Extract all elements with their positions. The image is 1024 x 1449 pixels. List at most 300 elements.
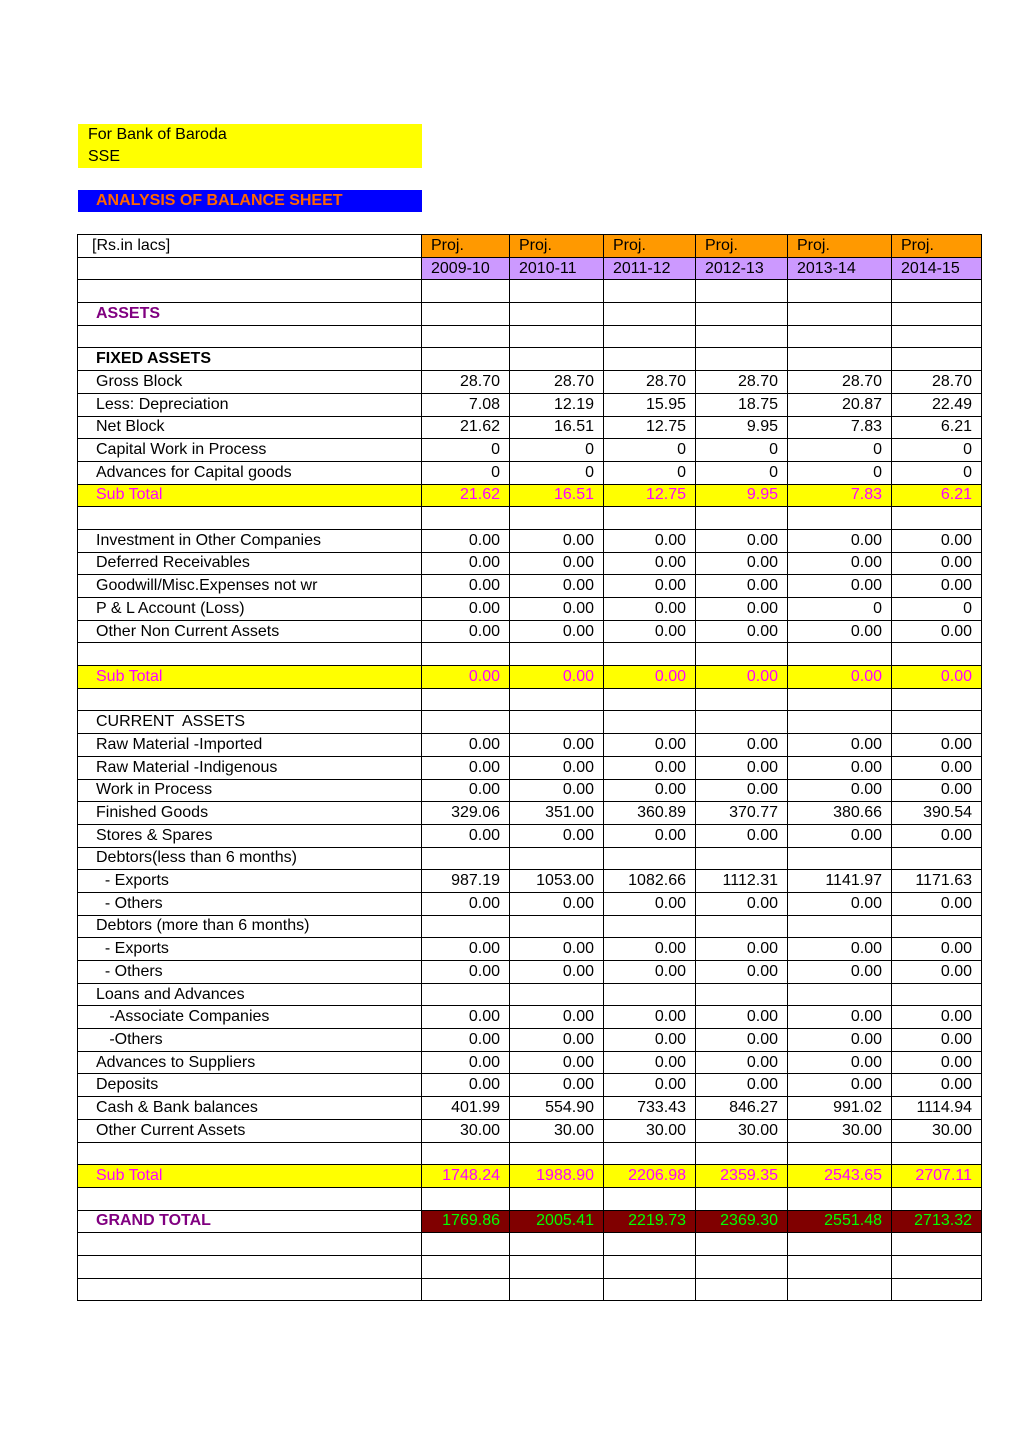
value-cell: 28.70 [892,371,982,394]
row-label: Stores & Spares [78,824,422,847]
value-cell: 16.51 [510,416,604,439]
empty-cell [788,915,892,938]
unit-label: [Rs.in lacs] [78,235,422,258]
empty-cell [510,643,604,666]
value-cell: 0.00 [696,552,788,575]
row-label: - Exports [78,938,422,961]
empty-cell [696,688,788,711]
empty-cell [696,1187,788,1210]
empty-cell [510,1255,604,1278]
row-label: Net Block [78,416,422,439]
value-cell: 21.62 [422,416,510,439]
year-label: 2009-10 [422,257,510,280]
row-label: - Others [78,961,422,984]
value-cell: 0 [510,439,604,462]
table-row [78,393,982,416]
value-cell: 0.00 [422,756,510,779]
empty-cell [510,847,604,870]
empty-cell [892,711,982,734]
year-label: 2013-14 [788,257,892,280]
value-cell: 0.00 [422,734,510,757]
value-cell: 28.70 [422,371,510,394]
value-cell: 1053.00 [510,870,604,893]
value-cell: 2369.30 [696,1210,788,1233]
empty-cell [78,507,422,530]
empty-cell [604,688,696,711]
value-cell: 0.00 [422,892,510,915]
value-cell: 0.00 [696,1029,788,1052]
empty-cell [892,325,982,348]
value-cell: 0.00 [696,892,788,915]
empty-cell [78,643,422,666]
empty-cell [788,1233,892,1256]
empty-cell [78,325,422,348]
value-cell: 0.00 [696,938,788,961]
empty-cell [422,711,510,734]
row-label: Loans and Advances [78,983,422,1006]
empty-cell [604,915,696,938]
value-cell: 0.00 [788,892,892,915]
blank-row [78,1187,982,1210]
value-cell: 0.00 [422,779,510,802]
section-row [78,983,982,1006]
value-cell: 0.00 [696,756,788,779]
value-cell: 15.95 [604,393,696,416]
empty-cell [788,643,892,666]
empty-cell [422,1278,510,1301]
value-cell: 30.00 [788,1119,892,1142]
value-cell: 2713.32 [892,1210,982,1233]
value-cell: 0.00 [422,552,510,575]
value-cell: 0 [788,461,892,484]
proj-label: Proj. [422,235,510,258]
empty-cell [510,1142,604,1165]
value-cell: 733.43 [604,1097,696,1120]
value-cell: 0.00 [422,598,510,621]
row-label: Less: Depreciation [78,393,422,416]
value-cell: 351.00 [510,802,604,825]
value-cell: 7.83 [788,484,892,507]
value-cell: 0.00 [788,756,892,779]
value-cell: 0.00 [510,666,604,689]
value-cell: 0.00 [510,1029,604,1052]
empty-cell [78,688,422,711]
empty-cell [604,1278,696,1301]
empty-cell [892,983,982,1006]
value-cell: 0.00 [510,575,604,598]
row-label: CURRENT ASSETS [78,711,422,734]
value-cell: 0.00 [510,756,604,779]
proj-label: Proj. [510,235,604,258]
empty-cell [510,983,604,1006]
value-cell: 0.00 [892,666,982,689]
bank-name: For Bank of Baroda [88,126,227,143]
row-label: Gross Block [78,371,422,394]
value-cell: 12.75 [604,416,696,439]
empty-cell [510,280,604,303]
row-label: Deposits [78,1074,422,1097]
blank-row [78,280,982,303]
row-label: Advances to Suppliers [78,1051,422,1074]
value-cell: 390.54 [892,802,982,825]
empty-cell [788,1187,892,1210]
table-row [78,756,982,779]
row-label: -Associate Companies [78,1006,422,1029]
row-label: Other Non Current Assets [78,620,422,643]
empty-cell [422,348,510,371]
value-cell: 0.00 [510,892,604,915]
table-row [78,734,982,757]
blank-row [78,688,982,711]
table-row [78,1119,982,1142]
value-cell: 0.00 [892,552,982,575]
empty-cell [696,983,788,1006]
value-cell: 0.00 [604,1029,696,1052]
value-cell: 0.00 [696,666,788,689]
value-cell: 987.19 [422,870,510,893]
value-cell: 0.00 [604,666,696,689]
value-cell: 1114.94 [892,1097,982,1120]
value-cell: 0.00 [604,529,696,552]
section-row [78,303,982,326]
row-label: Sub Total [78,666,422,689]
value-cell: 0 [696,439,788,462]
value-cell: 28.70 [788,371,892,394]
table-row [78,1006,982,1029]
empty-cell [510,1187,604,1210]
section-row [78,348,982,371]
empty-cell [696,303,788,326]
value-cell: 0.00 [696,1051,788,1074]
value-cell: 1112.31 [696,870,788,893]
row-label: Raw Material -Indigenous [78,756,422,779]
value-cell: 0.00 [422,824,510,847]
value-cell: 2359.35 [696,1165,788,1188]
value-cell: 30.00 [604,1119,696,1142]
empty-cell [788,303,892,326]
empty-cell [788,1278,892,1301]
value-cell: 1171.63 [892,870,982,893]
value-cell: 0.00 [696,1074,788,1097]
row-label: Raw Material -Imported [78,734,422,757]
value-cell: 329.06 [422,802,510,825]
empty-cell [788,348,892,371]
empty-cell [696,280,788,303]
year-label: 2010-11 [510,257,604,280]
empty-cell [604,348,696,371]
subtotal-row [78,666,982,689]
value-cell: 30.00 [510,1119,604,1142]
empty-cell [604,847,696,870]
value-cell: 380.66 [788,802,892,825]
value-cell: 0 [892,439,982,462]
empty-cell [892,915,982,938]
value-cell: 0 [696,461,788,484]
value-cell: 0.00 [510,1074,604,1097]
subtotal-row [78,484,982,507]
empty-cell [510,348,604,371]
value-cell: 0 [892,598,982,621]
value-cell: 0.00 [604,961,696,984]
blank-row [78,1255,982,1278]
header-row-proj [78,235,982,258]
empty-cell [78,1187,422,1210]
empty-cell [604,303,696,326]
empty-cell [510,507,604,530]
row-label: Sub Total [78,484,422,507]
row-label: -Others [78,1029,422,1052]
value-cell: 6.21 [892,484,982,507]
value-cell: 0 [788,439,892,462]
value-cell: 401.99 [422,1097,510,1120]
value-cell: 0 [422,461,510,484]
empty-cell [696,711,788,734]
empty-cell [510,303,604,326]
value-cell: 7.83 [788,416,892,439]
row-label: GRAND TOTAL [78,1210,422,1233]
value-cell: 0.00 [422,1029,510,1052]
empty-cell [892,1187,982,1210]
year-label: 2014-15 [892,257,982,280]
value-cell: 0 [604,439,696,462]
value-cell: 0.00 [788,666,892,689]
value-cell: 0.00 [788,529,892,552]
value-cell: 0.00 [510,961,604,984]
value-cell: 0.00 [696,575,788,598]
value-cell: 0 [510,461,604,484]
value-cell: 0.00 [892,892,982,915]
value-cell: 0.00 [604,1006,696,1029]
row-label: - Exports [78,870,422,893]
row-label: Investment in Other Companies [78,529,422,552]
value-cell: 0.00 [604,1051,696,1074]
table-row [78,620,982,643]
table-row [78,938,982,961]
empty-cell [422,325,510,348]
blank-row [78,1142,982,1165]
empty-cell [422,1255,510,1278]
value-cell: 0.00 [892,1074,982,1097]
empty-cell [422,688,510,711]
value-cell: 0.00 [788,1051,892,1074]
value-cell: 0.00 [892,620,982,643]
value-cell: 0.00 [604,598,696,621]
empty-cell [422,1142,510,1165]
value-cell: 2543.65 [788,1165,892,1188]
empty-cell [696,1255,788,1278]
empty-cell [422,507,510,530]
row-label: ASSETS [78,303,422,326]
value-cell: 0.00 [422,1051,510,1074]
proj-label: Proj. [696,235,788,258]
value-cell: 0.00 [604,734,696,757]
value-cell: 0.00 [510,779,604,802]
value-cell: 0.00 [510,824,604,847]
sheet-title: ANALYSIS OF BALANCE SHEET [96,192,343,209]
value-cell: 12.19 [510,393,604,416]
empty-cell [892,1255,982,1278]
subtotal-row [78,1165,982,1188]
value-cell: 0.00 [788,1029,892,1052]
value-cell: 0 [892,461,982,484]
value-cell: 0.00 [788,1074,892,1097]
table-row [78,1097,982,1120]
value-cell: 0.00 [510,938,604,961]
value-cell: 0.00 [892,1006,982,1029]
table-row [78,439,982,462]
table-row [78,802,982,825]
value-cell: 0.00 [510,1051,604,1074]
empty-cell [696,915,788,938]
proj-label: Proj. [604,235,696,258]
empty-cell [696,1142,788,1165]
table-row [78,824,982,847]
value-cell: 0.00 [788,779,892,802]
value-cell: 360.89 [604,802,696,825]
value-cell: 30.00 [696,1119,788,1142]
empty-cell [892,348,982,371]
section-row [78,711,982,734]
year-label: 2012-13 [696,257,788,280]
value-cell: 21.62 [422,484,510,507]
value-cell: 0.00 [422,666,510,689]
blank-row [78,325,982,348]
value-cell: 2005.41 [510,1210,604,1233]
value-cell: 0.00 [788,734,892,757]
proj-label: Proj. [892,235,982,258]
value-cell: 0.00 [892,779,982,802]
value-cell: 0.00 [788,1006,892,1029]
table-row [78,961,982,984]
empty-cell [892,1278,982,1301]
value-cell: 0.00 [788,575,892,598]
value-cell: 0.00 [422,1074,510,1097]
empty-cell [78,1142,422,1165]
value-cell: 0.00 [510,1006,604,1029]
empty-cell [696,1278,788,1301]
row-label: FIXED ASSETS [78,348,422,371]
value-cell: 0.00 [788,552,892,575]
empty-cell [604,643,696,666]
row-label: Deferred Receivables [78,552,422,575]
value-cell: 554.90 [510,1097,604,1120]
empty-cell [422,915,510,938]
value-cell: 0.00 [696,779,788,802]
bank-subtitle: SSE [88,148,121,165]
table-row [78,371,982,394]
value-cell: 0.00 [604,779,696,802]
value-cell: 16.51 [510,484,604,507]
value-cell: 0.00 [604,756,696,779]
value-cell: 1082.66 [604,870,696,893]
value-cell: 0.00 [696,598,788,621]
blank-row [78,1278,982,1301]
year-label: 2011-12 [604,257,696,280]
grand-total-row [78,1210,982,1233]
value-cell: 0.00 [892,734,982,757]
empty-cell [78,1255,422,1278]
value-cell: 0.00 [696,824,788,847]
empty-cell [892,507,982,530]
table-row [78,1051,982,1074]
empty-cell [422,303,510,326]
empty-cell [422,280,510,303]
value-cell: 28.70 [604,371,696,394]
empty-cell [510,688,604,711]
value-cell: 0.00 [604,552,696,575]
value-cell: 0 [788,598,892,621]
empty-cell [510,1233,604,1256]
blank-row [78,507,982,530]
value-cell: 2707.11 [892,1165,982,1188]
value-cell: 7.08 [422,393,510,416]
section-row [78,915,982,938]
empty-cell [78,1233,422,1256]
value-cell: 0.00 [788,961,892,984]
empty-cell [696,643,788,666]
empty-cell [788,280,892,303]
empty-cell [510,1278,604,1301]
value-cell: 0.00 [892,1029,982,1052]
value-cell: 0.00 [422,1006,510,1029]
row-label: - Others [78,892,422,915]
empty-cell [696,1233,788,1256]
empty-cell [422,643,510,666]
value-cell: 0.00 [604,575,696,598]
row-label: Advances for Capital goods [78,461,422,484]
value-cell: 0.00 [892,575,982,598]
value-cell: 0.00 [422,575,510,598]
value-cell: 0.00 [510,529,604,552]
table-row [78,575,982,598]
row-label: Work in Process [78,779,422,802]
value-cell: 0.00 [510,620,604,643]
value-cell: 0.00 [604,620,696,643]
value-cell: 0.00 [892,938,982,961]
empty-cell [696,348,788,371]
table-row [78,552,982,575]
row-label: Finished Goods [78,802,422,825]
value-cell: 0.00 [788,620,892,643]
empty-cell [510,325,604,348]
value-cell: 0.00 [696,734,788,757]
empty-cell [510,915,604,938]
value-cell: 0.00 [510,552,604,575]
empty-cell [788,1142,892,1165]
empty-cell [604,325,696,348]
empty-cell [788,847,892,870]
empty-cell [788,711,892,734]
empty-cell [788,983,892,1006]
empty-cell [604,1187,696,1210]
value-cell: 1769.86 [422,1210,510,1233]
empty-cell [604,280,696,303]
value-cell: 0.00 [422,961,510,984]
empty-cell [892,847,982,870]
value-cell: 9.95 [696,484,788,507]
value-cell: 0 [422,439,510,462]
table-row [78,779,982,802]
value-cell: 0.00 [892,529,982,552]
value-cell: 0.00 [510,734,604,757]
empty-cell [892,303,982,326]
blank-row [78,1233,982,1256]
row-label: Capital Work in Process [78,439,422,462]
row-label: Other Current Assets [78,1119,422,1142]
empty-cell [422,983,510,1006]
value-cell: 0.00 [422,620,510,643]
empty-cell [788,688,892,711]
